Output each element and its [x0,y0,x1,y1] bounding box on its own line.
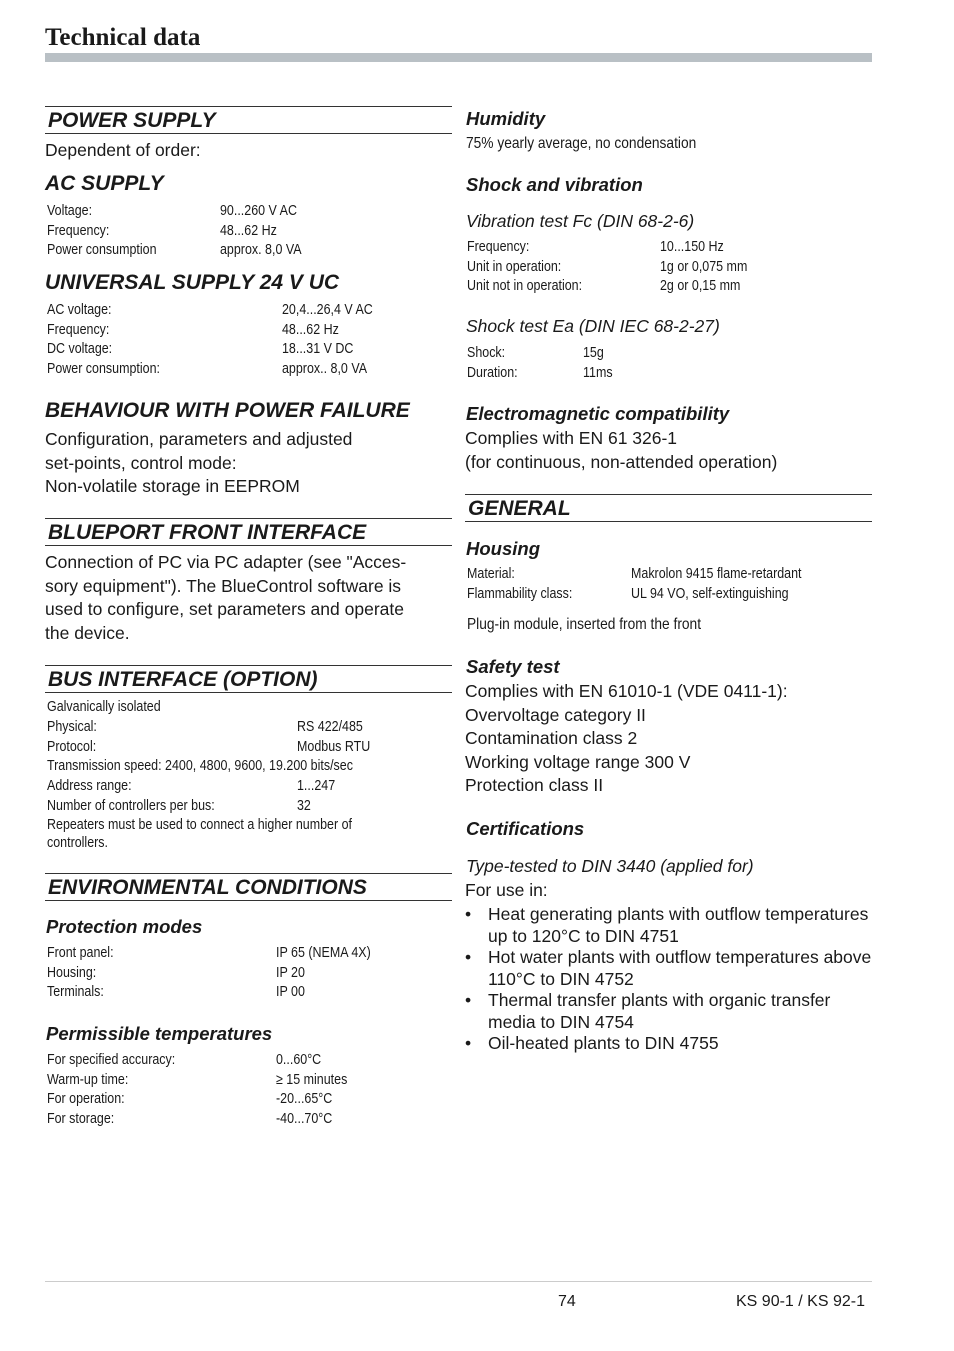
row-key: For operation: [47,1091,125,1107]
row-value: approx. 8,0 VA [220,242,302,258]
power-supply-note: Dependent of order: [45,140,201,160]
row-key: Number of controllers per bus: [47,797,215,814]
row-value: 32 [297,797,311,814]
row-value: -40...70°C [276,1110,333,1127]
page-number: 74 [558,1293,576,1310]
list-item: • Heat generating plants with outflow temperatures up to 120°C to DIN 4751 [465,904,872,947]
for-use-in: For use in: [465,880,548,900]
heading-housing: Housing [466,538,540,559]
footer-rule [45,1281,872,1282]
title-bar [45,53,872,62]
safety-line: Overvoltage category II [465,704,646,725]
row-key: Power consumption: [47,360,160,377]
blueport-line: Connection of PC via PC adapter (see "Acces- [45,552,407,572]
row-value: 1...247 [297,778,336,794]
table-row [47,340,452,360]
safety-line: Complies with EN 61010-1 (VDE 0411-1): [465,681,788,701]
table-row [467,344,872,364]
row-value: 18...31 V DC [282,341,354,357]
row-value: -20...65°C [276,1091,333,1107]
row-key: Frequency: [47,321,110,338]
certification-list [465,904,872,1055]
section-bus-interface: BUS INTERFACE (OPTION) [45,665,452,693]
row-key: Material: [467,566,515,582]
emc-line: (for continuous, non-attended operation) [465,451,778,472]
ac-supply-table [47,202,452,261]
row-value: 48...62 Hz [220,222,277,239]
heading-certifications: Certifications [466,818,585,839]
row-key: Physical: [47,719,97,735]
row-value: IP 00 [276,984,305,1000]
row-key: Frequency: [47,222,110,239]
table-row [467,364,872,384]
bus-table-2 [47,777,452,816]
table-row [47,944,452,964]
heading-power-failure: BEHAVIOUR WITH POWER FAILURE [45,399,410,422]
bus-speed: Transmission speed: 2400, 4800, 9600, 19.200 bits/sec [47,758,353,774]
table-row [47,1090,452,1110]
row-value: 15g [583,345,604,361]
row-value: 10...150 Hz [660,239,724,255]
table-row [47,983,452,1003]
row-key: Terminals: [47,984,104,1000]
table-row [467,277,872,297]
safety-line: Contamination class 2 [465,728,638,748]
table-row [467,238,872,258]
table-row [47,718,452,738]
heading-emc: Electromagnetic compatibility [466,403,730,424]
table-row [47,797,452,817]
table-row [467,258,872,278]
power-failure-line: set-points, control mode: [45,452,237,473]
bus-repeaters-line: controllers. [47,835,108,851]
table-row [47,964,452,984]
page-title: Technical data [45,24,201,51]
table-row [467,585,872,605]
row-key: Address range: [47,778,132,794]
row-value: 2g or 0,15 mm [660,278,741,294]
table-row [47,202,452,222]
list-item: • Oil-heated plants to DIN 4755 [465,1033,872,1055]
row-value: approx.. 8,0 VA [282,360,368,377]
humidity-text: 75% yearly average, no condensation [466,135,697,152]
plugin-text: Plug-in module, inserted from the front [467,616,702,633]
shock-table [467,344,872,383]
row-value: 0...60°C [276,1052,322,1068]
row-value: 90...260 V AC [220,203,297,219]
row-value: ≥ 15 minutes [276,1071,348,1088]
row-value: 11ms [583,364,613,381]
row-value: Makrolon 9415 flame-retardant [631,566,802,582]
table-row [47,1051,452,1071]
bus-repeaters-line: Repeaters must be used to connect a higher number of [47,817,353,833]
protection-table [47,944,452,1003]
blueport-line: used to configure, set parameters and operate [45,599,404,619]
row-key: AC voltage: [47,302,112,318]
row-key: Power consumption [47,242,157,258]
row-key: Duration: [467,364,518,381]
blueport-line: sory equipment"). The BlueControl software is [45,575,402,596]
row-key: Unit in operation: [467,258,562,275]
bus-table-1 [47,718,452,757]
table-row [47,301,452,321]
blueport-line: the device. [45,622,130,643]
table-row [47,1071,452,1091]
model-name: KS 90-1 / KS 92-1 [736,1293,865,1310]
table-row [47,777,452,797]
heading-protection-modes: Protection modes [46,916,203,937]
row-key: Housing: [47,964,97,981]
row-value: IP 65 (NEMA 4X) [276,945,371,961]
heading-humidity: Humidity [466,108,546,129]
row-value: Modbus RTU [297,738,371,755]
table-row [47,1110,452,1130]
row-value: 20,4...26,4 V AC [282,302,373,318]
row-key: Unit not in operation: [467,278,583,294]
row-key: Protocol: [47,738,97,755]
row-value: UL 94 VO, self-extinguishing [631,585,789,602]
row-key: DC voltage: [47,341,113,357]
heading-ac-supply: AC SUPPLY [45,172,164,195]
table-row [47,360,452,380]
heading-vibration-test: Vibration test Fc (DIN 68-2-6) [466,211,695,231]
section-blueport: BLUEPORT FRONT INTERFACE [45,518,452,546]
table-row [47,738,452,758]
heading-universal-supply: UNIVERSAL SUPPLY 24 V UC [45,271,340,294]
temperature-table [47,1051,452,1129]
heading-shock-vibration: Shock and vibration [466,174,643,195]
table-row [47,222,452,242]
power-failure-line: Configuration, parameters and adjusted [45,429,353,449]
heading-temperatures: Permissible temperatures [46,1023,273,1044]
table-row [467,565,872,585]
list-item: • Hot water plants with outflow temperatures above 110°C to DIN 4752 [465,947,872,990]
power-failure-line: Non-volatile storage in EEPROM [45,476,300,496]
housing-table [467,565,872,604]
type-tested: Type-tested to DIN 3440 (applied for) [466,856,754,876]
row-key: Front panel: [47,945,114,961]
heading-safety-test: Safety test [466,656,560,677]
universal-supply-table [47,301,452,379]
vibration-table [467,238,872,297]
row-key: For specified accuracy: [47,1052,176,1068]
bus-isolated: Galvanically isolated [47,699,161,715]
row-value: 48...62 Hz [282,321,339,338]
section-general: GENERAL [465,494,872,522]
row-value: RS 422/485 [297,719,363,735]
section-environmental: ENVIRONMENTAL CONDITIONS [45,873,452,901]
list-item: • Thermal transfer plants with organic transfer media to DIN 4754 [465,990,872,1033]
row-key: Frequency: [467,239,530,255]
table-row [47,321,452,341]
emc-line: Complies with EN 61 326-1 [465,428,678,448]
row-key: For storage: [47,1110,115,1127]
row-key: Shock: [467,345,506,361]
row-key: Voltage: [47,203,93,219]
table-row [47,241,452,261]
safety-line: Working voltage range 300 V [465,751,691,772]
safety-line: Protection class II [465,775,604,795]
row-value: 1g or 0,075 mm [660,258,748,275]
row-key: Flammability class: [467,585,573,602]
row-key: Warm-up time: [47,1071,129,1088]
row-value: IP 20 [276,964,305,981]
section-power-supply: POWER SUPPLY [45,106,452,134]
heading-shock-test: Shock test Ea (DIN IEC 68-2-27) [466,316,720,336]
